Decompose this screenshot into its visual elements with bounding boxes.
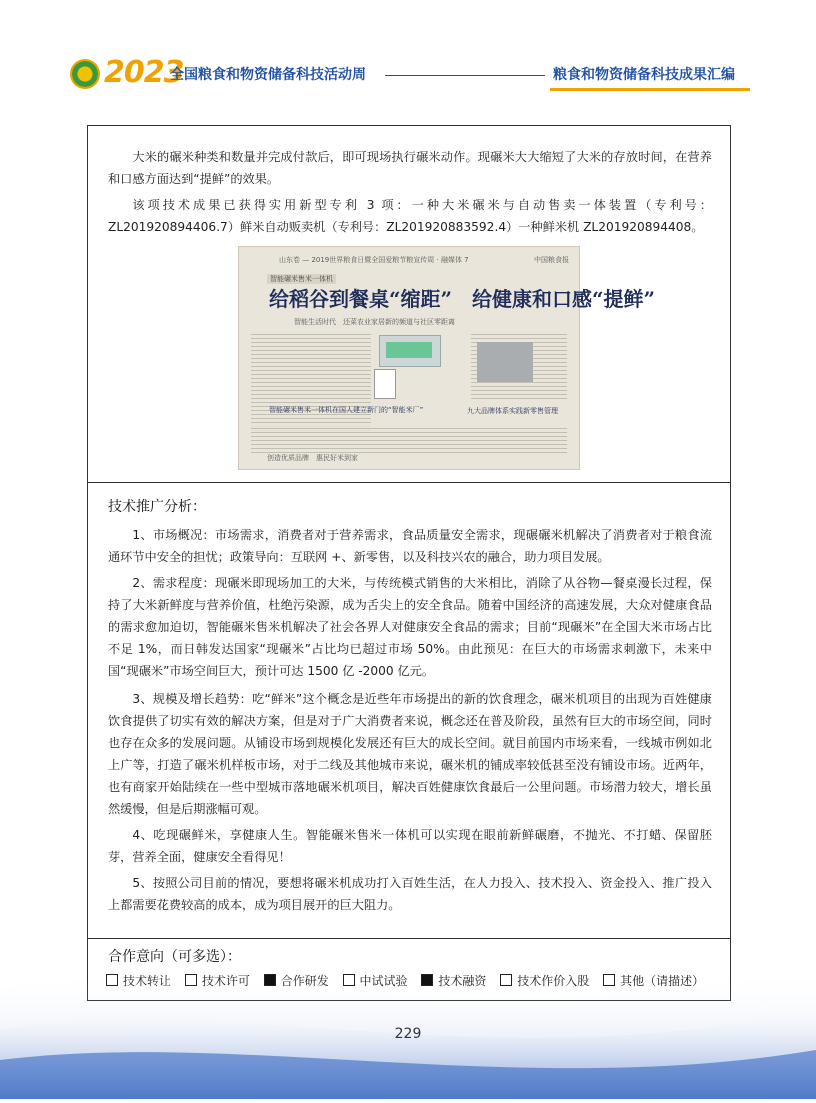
newspaper-top-line: 山东卷 — 2019世界粮食日暨全国爱粮节粮宣传周 · 融媒体 7 bbox=[279, 256, 469, 264]
newspaper-bottom-headline: 创造优质品牌 惠民好米到家 bbox=[267, 454, 358, 462]
option-tech-equity[interactable]: 技术作价入股 bbox=[500, 972, 589, 989]
section2-paragraph-2: 2、需求程度：现碾米即现场加工的大米，与传统模式销售的大米相比，消除了从谷物—餐桌漫长过程，保持了大米新鲜度与营养价值，杜绝污染源，成为舌尖上的安全食品。随着中国经济的高速发展，大众对健康食品的需求愈加迫切，智能碾米售米机解决了社会各界人对健康安全食品的需求；目前“现碾米”在全国大米市场占比不足 1%，而日韩发达国家“现碾米”占比均已超过市场 50%。由此预见：在巨大的市场需求刺激下，未来中国“现碾米”市场空间巨大，预计可达 1500 亿 -2000 亿元。 bbox=[108, 576, 712, 678]
page-header bbox=[0, 55, 816, 95]
newspaper-caption-right: 九大品牌体系实践新零售管理 bbox=[467, 407, 558, 415]
header-left-title: 全国粮食和物资储备科技活动周 bbox=[170, 67, 366, 83]
header-accent-bar bbox=[550, 88, 750, 91]
section2-paragraph-4: 4、吃现碾鲜米，享健康人生。智能碾米售米一体机可以实现在眼前新鲜碾磨，不抛光、不打蜡、保留胚芽，营养全面，健康安全看得见！ bbox=[108, 828, 712, 864]
page-number: 229 bbox=[394, 1026, 422, 1042]
newspaper-subhead: 智能生活时代 还菜农业家居新的频道与社区零距离 bbox=[294, 318, 455, 326]
section2-paragraph-5: 5、按照公司目前的情况，要想将碾米机成功打入百姓生活，在人力投入、技术投入、资金投入、推广投入上都需要花费较高的成本，成为项目展开的巨大阻力。 bbox=[108, 876, 712, 912]
content-frame bbox=[87, 125, 731, 1001]
option-tech-license[interactable]: 技术许可 bbox=[185, 972, 250, 989]
logo-icon bbox=[70, 59, 100, 89]
section-divider bbox=[88, 482, 730, 483]
newspaper-photo bbox=[379, 335, 441, 367]
option-tech-transfer[interactable]: 技术转让 bbox=[106, 972, 171, 989]
option-pilot-test[interactable]: 中试试验 bbox=[343, 972, 408, 989]
cooperation-title: 合作意向（可多选）： bbox=[108, 949, 241, 965]
section1-paragraph-1: 大米的碾米种类和数量并完成付款后，即可现场执行碾米动作。现碾米大大缩短了大米的存放时间，在营养和口感方面达到“提鲜”的效果。 bbox=[108, 150, 712, 186]
section2-title: 技术推广分析： bbox=[108, 499, 206, 515]
option-tech-financing[interactable]: 技术融资 bbox=[421, 972, 486, 989]
newspaper-clipping-image bbox=[238, 246, 656, 470]
option-other[interactable]: 其他（请描述） bbox=[603, 972, 704, 989]
newspaper-masthead: 中国粮食报 bbox=[534, 256, 569, 264]
newspaper-text-column bbox=[251, 331, 371, 431]
newspaper-photo bbox=[374, 369, 396, 399]
newspaper-section-label: 智能碾米售米一体机 bbox=[267, 274, 336, 284]
newspaper-text-column bbox=[251, 425, 567, 455]
newspaper-headline: 给稻谷到餐桌“缩距” 给健康和口感“提鲜” bbox=[269, 287, 656, 311]
option-joint-rd[interactable]: 合作研发 bbox=[264, 972, 329, 989]
newspaper-caption-left: 智能碾米售米一体机在国人建立新门的“智能米厂” bbox=[269, 406, 424, 414]
footer-wave-decoration bbox=[0, 930, 816, 1099]
header-right-title: 粮食和物资储备科技成果汇编 bbox=[553, 67, 735, 83]
newspaper-photo bbox=[477, 342, 533, 382]
section2-paragraph-1: 1、市场概况：市场需求，消费者对于营养需求，食品质量安全需求，现碾碾米机解决了消费者对于粮食流通环节中安全的担忧；政策导向：互联网 +、新零售，以及科技兴农的融合，助力项目发展。 bbox=[108, 528, 712, 564]
section1-paragraph-2: 该项技术成果已获得实用新型专利 3 项：一种大米碾米与自动售卖一体装置（专利号：ZL201920894406.7）鲜米自动贩卖机（专利号：ZL201920883592.4）一种鲜米机 ZL201920894408。 bbox=[108, 198, 712, 234]
section2-paragraph-3: 3、规模及增长趋势：吃“鲜米”这个概念是近些年市场提出的新的饮食理念，碾米机项目的出现为百姓健康饮食提供了切实有效的解决方案，但是对于广大消费者来说，概念还在普及阶段，虽然有巨大的市场空间，同时也存在众多的发展问题。从铺设市场到规模化发展还有巨大的成长空间。就目前国内市场来看，一线城市例如北上广等，打造了碾米机样板市场，对于二线及其他城市来说，碾米机的铺成率较低甚至没有铺设市场。近两年，也有商家开始陆续在一些中型城市落地碾米机项目，解决百姓健康饮食最后一公里问题。市场潜力较大，增长虽然缓慢，但是后期涨幅可观。 bbox=[108, 692, 712, 816]
header-year: 2023 bbox=[104, 55, 184, 90]
header-divider bbox=[385, 75, 545, 76]
